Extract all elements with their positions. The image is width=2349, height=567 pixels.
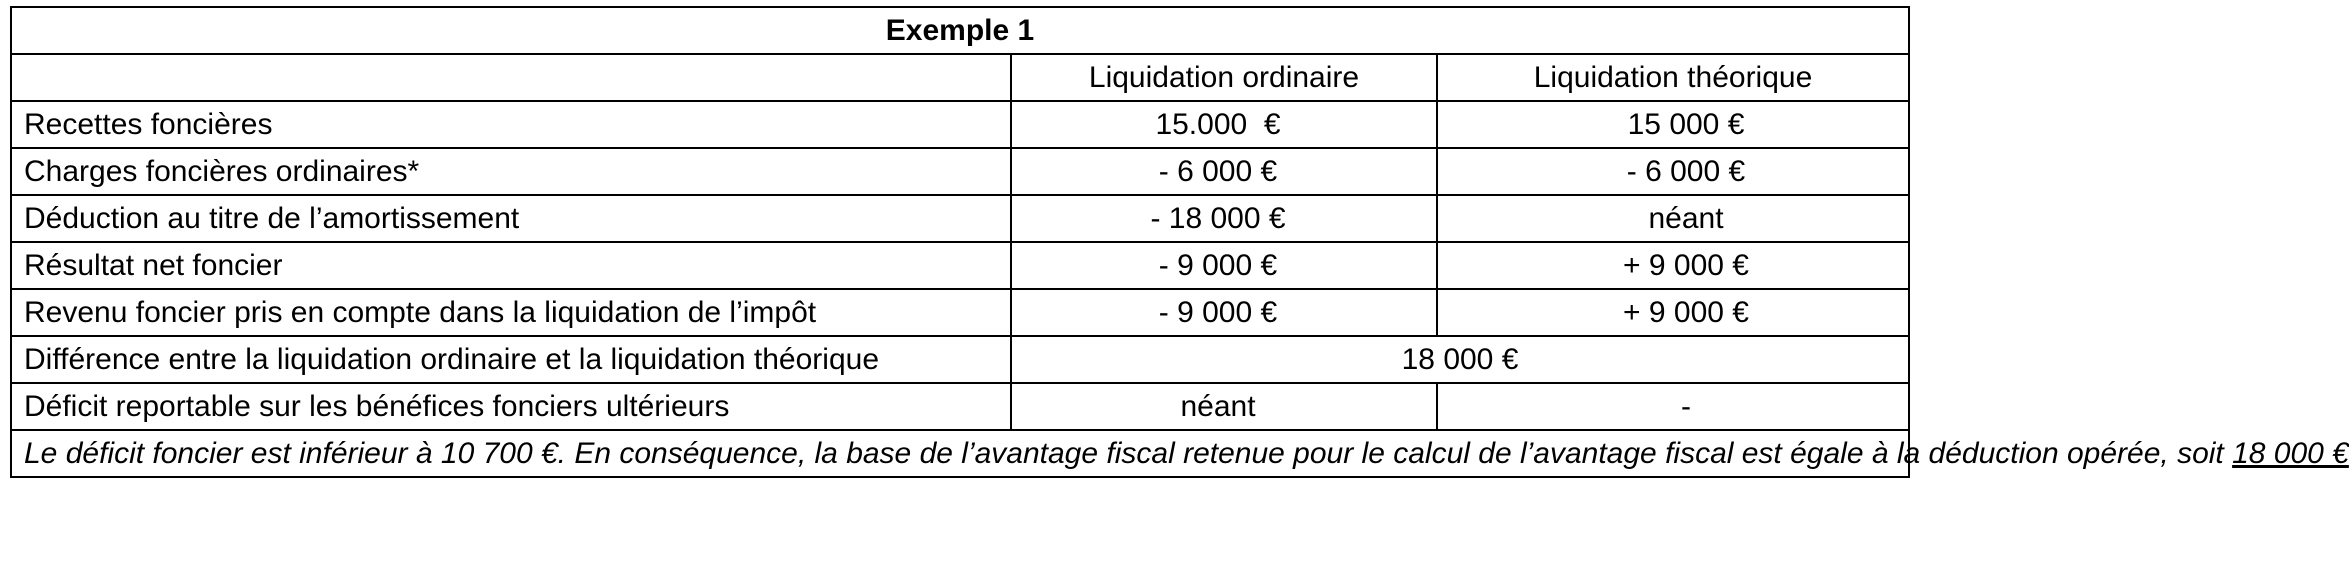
deficit-label: Déficit reportable sur les bénéfices fonciers ultérieurs: [11, 383, 1011, 430]
header-liquidation-ordinaire: Liquidation ordinaire: [1011, 54, 1437, 101]
header-liquidation-theorique: Liquidation théorique: [1437, 54, 1909, 101]
cell-ordinaire: - 18 000 €: [1150, 201, 1286, 235]
difference-label: Différence entre la liquidation ordinaire et la liquidation théorique: [11, 336, 1011, 383]
header-row: [11, 54, 1909, 101]
table-title: Exemple 1: [11, 7, 1909, 54]
note-text: Le déficit foncier est inférieur à 10 700 €. En conséquence, la base de l’avantage fiscal retenue pour le calcul de l’avantage fiscal est égale à la déduction opérée, soit: [24, 436, 2233, 470]
cell-ordinaire: - 9 000 €: [1158, 295, 1278, 329]
cell-ordinaire: - 9 000 €: [1158, 248, 1278, 282]
row-label: Revenu foncier pris en compte dans la liquidation de l’impôt: [11, 289, 1011, 336]
example-table: [10, 6, 2349, 478]
cell-theorique: 15 000 €: [1627, 107, 1745, 141]
deficit-ordinaire: néant: [1180, 389, 1256, 423]
cell-theorique: + 9 000 €: [1623, 248, 1749, 282]
header-empty-cell: [11, 54, 1011, 101]
note-cell: [11, 430, 2349, 477]
deficit-row: [11, 383, 1909, 430]
row-label: Déduction au titre de l’amortissement: [11, 195, 1011, 242]
cell-ordinaire: 15.000 €: [1155, 107, 1281, 141]
difference-value: 18 000 €: [1011, 336, 1909, 383]
deficit-theorique: -: [1681, 389, 1691, 423]
table-row: [11, 195, 1909, 242]
table-row: [11, 101, 1909, 148]
cell-theorique: - 6 000 €: [1626, 154, 1746, 188]
table-row: [11, 148, 1909, 195]
table-row: [11, 242, 1909, 289]
cell-ordinaire: - 6 000 €: [1158, 154, 1278, 188]
row-label: Résultat net foncier: [11, 242, 1011, 289]
note-amount: 18 000 €: [2232, 436, 2349, 470]
note-row: [11, 430, 1909, 477]
cell-theorique: néant: [1648, 201, 1724, 235]
row-label: Recettes foncières: [11, 101, 1011, 148]
cell-theorique: + 9 000 €: [1623, 295, 1749, 329]
difference-row: [11, 336, 1909, 383]
row-label: Charges foncières ordinaires*: [11, 148, 1011, 195]
title-row: [11, 7, 1909, 54]
example-table-container: [10, 6, 2349, 478]
table-row: [11, 289, 1909, 336]
